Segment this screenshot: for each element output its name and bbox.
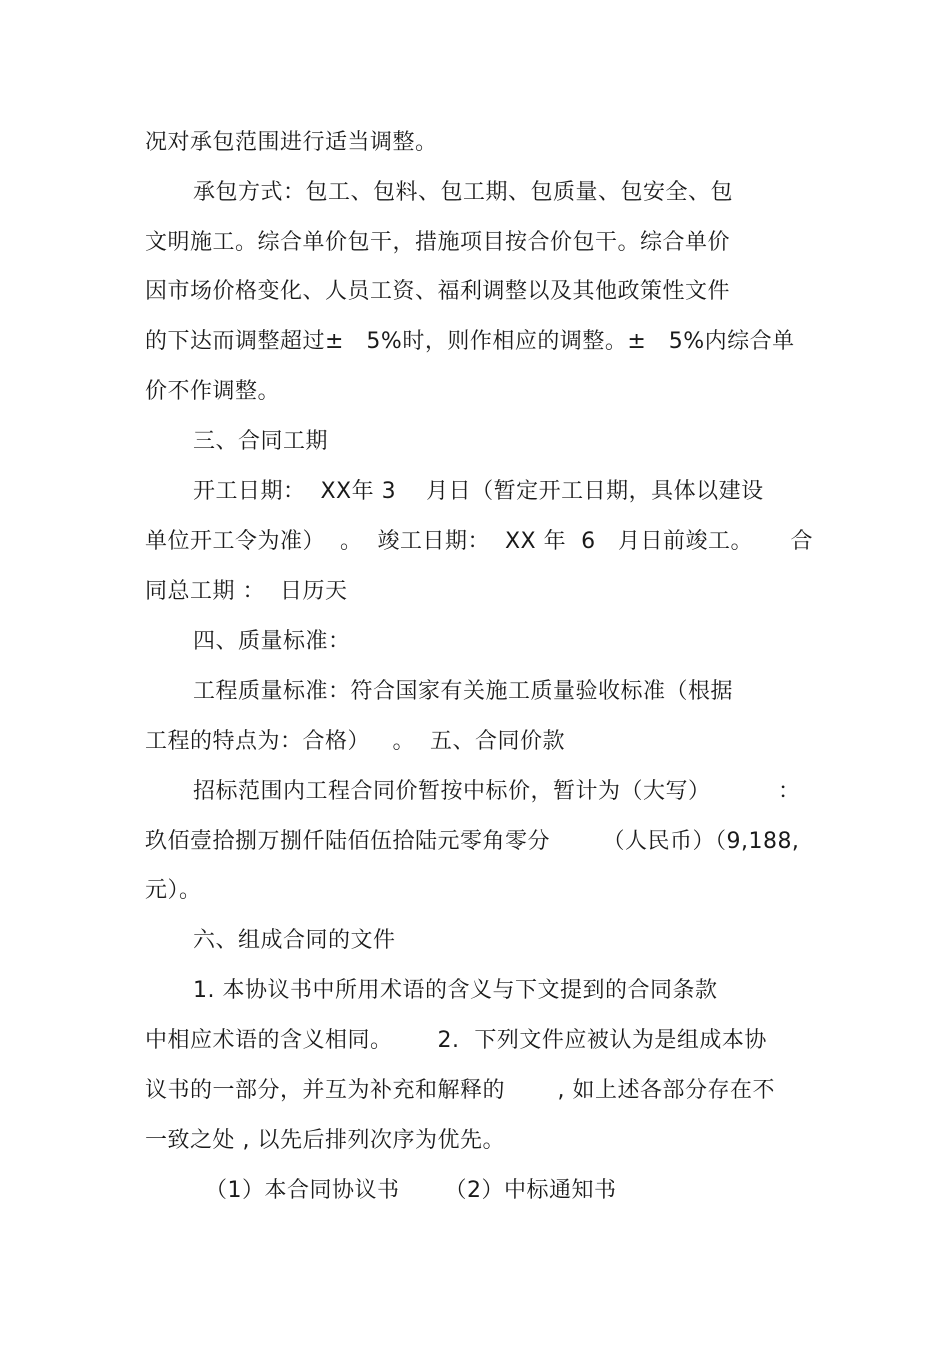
text-line: 的下达而调整超过± 5%时，则作相应的调整。± 5%内综合单 — [145, 329, 795, 354]
text-line: 元）。 — [145, 878, 202, 903]
text-line: 同总工期 ： 日历天 — [145, 579, 348, 604]
text-line: （1）本合同协议书 （2）中标通知书 — [205, 1178, 617, 1203]
text-line: 承包方式：包工、包料、包工期、包质量、包安全、包 — [193, 180, 734, 205]
text-line: 议书的一部分，并互为补充和解释的 , 如上述各部分存在不 — [145, 1078, 775, 1103]
text-line: 开工日期： XX年 3 月日（暂定开工日期，具体以建设 — [193, 479, 764, 504]
text-line: 玖佰壹拾捌万捌仟陆佰伍拾陆元零角零分 （人民币）（9,188, — [145, 829, 800, 854]
section-heading: 四、质量标准： — [193, 629, 351, 654]
text-line: 工程质量标准：符合国家有关施工质量验收标准（根据 — [193, 679, 734, 704]
text-line: 况对承包范围进行适当调整。 — [145, 130, 438, 155]
section-heading: 六、组成合同的文件 — [193, 928, 396, 953]
text-line: 单位开工令为准） 。 竣工日期： XX 年 6 月日前竣工。 合 — [145, 529, 814, 554]
text-line: 文明施工。综合单价包干，措施项目按合价包干。综合单价 — [145, 230, 731, 255]
text-line: 中相应术语的含义相同。 2. 下列文件应被认为是组成本协 — [145, 1028, 767, 1053]
section-heading: 三、合同工期 — [193, 429, 329, 454]
text-line: 一致之处 , 以先后排列次序为优先。 — [145, 1128, 505, 1153]
text-line: 工程的特点为：合格） 。 五、合同价款 — [145, 729, 565, 754]
text-line: 招标范围内工程合同价暂按中标价，暂计为（大写） ： — [193, 779, 801, 804]
text-line: 1. 本协议书中所用术语的含义与下文提到的合同条款 — [193, 978, 718, 1003]
text-line: 因市场价格变化、人员工资、福利调整以及其他政策性文件 — [145, 279, 731, 304]
text-line: 价不作调整。 — [145, 379, 281, 404]
